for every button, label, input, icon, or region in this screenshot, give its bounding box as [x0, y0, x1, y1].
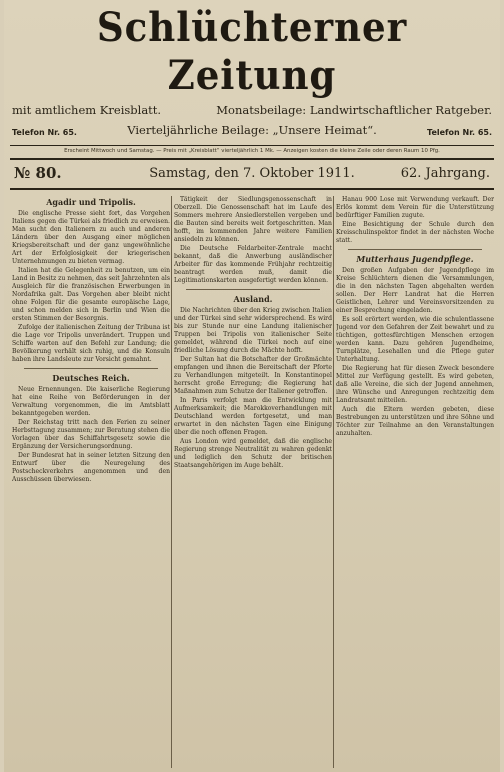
article-paragraph: Der Reichstag tritt nach den Ferien zu seiner Herbsttagung zusammen; zur Beratung stehen die Vorlagen über das Schiffahrtsgesetz sowie die Ergänzung der Versicherungsordnung.	[12, 419, 170, 450]
section-divider	[348, 249, 482, 250]
column-separator-2	[333, 196, 334, 768]
article-paragraph: Der Bundesrat hat in seiner letzten Sitzung den Entwurf über die Neuregelung des Postscheckverkehrs angenommen und den Ausschüssen überwiesen.	[12, 452, 170, 483]
telefon-left: Telefon Nr. 65.	[12, 128, 77, 137]
article-paragraph: Der Sultan hat die Botschafter der Großmächte empfangen und ihnen die Bereitschaft der Pforte zu Verhandlungen mitgeteilt. In Konstantinopel herrscht große Erregung; die Regierung hat Maßnahmen zum Schutze der Italiener getroffen.	[174, 356, 332, 395]
column-separator-1	[171, 196, 172, 768]
article-paragraph: In Paris verfolgt man die Entwicklung mit Aufmerksamkeit; die Marokkoverhandlungen mit Deutschland werden fortgesetzt, und man erwartet in den nächsten Tagen eine Einigung über die noch offenen Fragen.	[174, 397, 332, 436]
article-paragraph: Die Nachrichten über den Krieg zwischen Italien und der Türkei sind sehr widersprechend. Es wird bis zur Stunde nur eine Landung italienischer Truppen bei Tripolis von italienischer Seite gemeldet, während die Türkei noch auf eine friedliche Lösung durch die Mächte hofft.	[174, 307, 332, 354]
column-2	[174, 196, 332, 768]
issue-number: № 80.	[14, 164, 62, 182]
subhead-left: mit amtlichem Kreisblatt.	[12, 103, 162, 117]
article-paragraph: Die Regierung hat für diesen Zweck besondere Mittel zur Verfügung gestellt. Es wird gebeten, daß alle Vereine, die sich der Jugend annehmen, ihre Wünsche und Anregungen rechtzeitig dem Landratsamt mitteilen.	[336, 365, 494, 404]
section-divider	[24, 368, 158, 369]
subhead-center: Vierteljährliche Beilage: „Unsere Heimat“.	[127, 123, 377, 137]
article-paragraph: Tätigkeit der Siedlungsgenossenschaft in Oberzell. Die Genossenschaft hat im Laufe des Sommers mehrere Ansiedlerstellen vergeben und die Bauten sind bereits weit fortgeschritten. Man hofft, im kommenden Jahre weitere Familien ansiedeln zu können.	[174, 196, 332, 243]
article-paragraph: Italien hat die Gelegenheit zu benutzen, um ein Land in Besitz zu nehmen, das seit Jahrzehnten als Ausgleich für die französischen Erwerbungen in Nordafrika galt. Das Vorgehen aber bleibt nicht ohne Folgen für die gesamte europäische Lage, und schon melden sich in Berlin und Wien die ersten Stimmen der Besorgnis.	[12, 267, 170, 322]
subhead-right: Monatsbeilage: Landwirtschaftlicher Ratgeber.	[216, 103, 492, 117]
rule-dateline-bottom	[10, 188, 494, 190]
telefon-right: Telefon Nr. 65.	[427, 128, 492, 137]
publication-schedule: Erscheint Mittwoch und Samstag. — Preis mit „Kreisblatt“ vierteljährlich 1 Mk. — Anzeigen kosten die kleine Zeile oder deren Raum 10 Pfg.	[64, 148, 440, 154]
article-heading-agadir: Agadir und Tripolis.	[46, 197, 136, 207]
article-paragraph: Auch die Eltern werden gebeten, diese Bestrebungen zu unterstützen und ihre Söhne und Töchter zur Teilnahme an den Veranstaltungen anzuhalten.	[336, 406, 494, 437]
article-heading-jugendpflege: Mutterhaus Jugendpflege.	[356, 254, 474, 264]
article-heading-ausland: Ausland.	[233, 294, 273, 304]
issue-year: 62. Jahrgang.	[400, 166, 490, 181]
article-paragraph: Neue Ernennungen. Die kaiserliche Regierung hat eine Reihe von Beförderungen in der Verwaltung vorgenommen, die im Amtsblatt bekanntgegeben werden.	[12, 386, 170, 417]
issue-date: Samstag, den 7. Oktober 1911.	[149, 166, 355, 181]
article-paragraph: Den großen Aufgaben der Jugendpflege im Kreise Schlüchtern dienen die Versammlungen, die in den nächsten Tagen abgehalten werden sollen. Der Herr Landrat hat die Herren Geistlichen, Lehrer und Vereinsvorsitzenden zu einer Besprechung eingeladen.	[336, 267, 494, 314]
article-paragraph: Die Deutsche Feldarbeiter-Zentrale macht bekannt, daß die Anwerbung ausländischer Arbeiter für das kommende Frühjahr rechtzeitig beantragt werden muß, damit die Legitimationskarten ausgefertigt werden können.	[174, 245, 332, 284]
article-paragraph: Es soll erörtert werden, wie die schulentlassene Jugend vor den Gefahren der Zeit bewahrt und zu tüchtigen, gottesfürchtigen Menschen erzogen werden kann. Dazu gehören Jugendheime, Turnplätze, Lesehallen und die Pflege guter Unterhaltung.	[336, 316, 494, 363]
article-paragraph: Aus London wird gemeldet, daß die englische Regierung strenge Neutralität zu wahren gedenkt und lediglich den Schutz der britischen Staatsangehörigen im Auge behält.	[174, 438, 332, 469]
article-paragraph: Eine Besichtigung der Schule durch den Kreisschulinspektor findet in der nächsten Woche statt.	[336, 221, 494, 244]
rule-top	[10, 145, 494, 146]
article-paragraph: Hanau 900 Lose mit Verwendung verkauft. Der Erlös kommt dem Verein für die Unterstützung bedürftiger Familien zugute.	[336, 196, 494, 219]
column-1	[12, 196, 170, 768]
dateline	[12, 162, 492, 186]
rule-dateline-top	[10, 158, 494, 160]
newspaper-page	[4, 0, 500, 772]
masthead-title: Schlüchterner Zeitung	[96, 4, 408, 99]
article-heading-deutsches-reich: Deutsches Reich.	[52, 373, 130, 383]
article-paragraph: Die englische Presse sieht fort, das Vorgehen Italiens gegen die Türkei als friedlich zu erweisen. Man sucht den Italienern zu auch und anderen Ländern über den Ausgang einer möglichen Kriegsbereitschaft und der ganz ungewöhnliche Art der Erfolglosigkeit der kriegerischen Unternehmungen zu bieten vermag.	[12, 210, 170, 265]
section-divider	[186, 289, 320, 290]
column-3	[336, 196, 494, 768]
article-paragraph: Zufolge der italienischen Zeitung der Tribuna ist die Lage vor Tripolis unverändert. Truppen und Schiffe warten auf den Befehl zur Landung; die Bevölkerung verhält sich ruhig, und die Konsuln haben ihre Landsleute zur Vorsicht gemahnt.	[12, 324, 170, 363]
